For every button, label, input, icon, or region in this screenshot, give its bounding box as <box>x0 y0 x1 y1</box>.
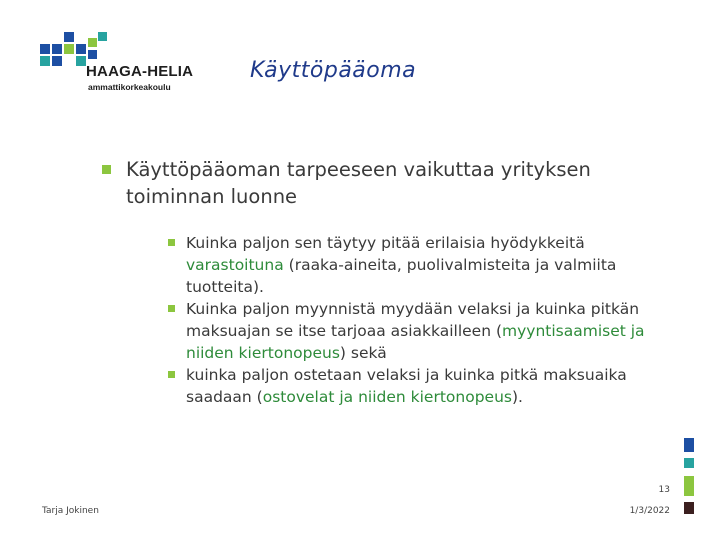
slide-content <box>100 156 660 408</box>
sub-bullet <box>166 364 656 408</box>
sub-bullet-text: ). <box>511 388 523 406</box>
sub-bullet <box>166 298 656 364</box>
bullet-marker-icon <box>102 165 111 174</box>
sub-bullet-text: ) sekä <box>339 344 387 362</box>
sub-bullet-text: Kuinka paljon sen täytyy pitää erilaisia hyödykkeitä <box>186 234 585 252</box>
sub-bullet-text: (raaka-aineita, puolivalmisteita ja valmiita tuotteita). <box>186 256 617 296</box>
logo-name: HAAGA-HELIA <box>86 63 194 80</box>
sub-bullet-list <box>166 232 656 408</box>
bullet-marker-icon <box>168 239 175 246</box>
main-bullet <box>100 156 660 210</box>
color-strip-icon <box>682 438 696 514</box>
highlighted-term: myyntisaamiset ja niiden kiertonopeus <box>186 322 645 362</box>
highlighted-term: varastoituna <box>186 256 284 274</box>
haaga-helia-logo <box>38 30 198 94</box>
footer-date: 1/3/2022 <box>629 506 670 516</box>
bullet-marker-icon <box>168 371 175 378</box>
main-bullet-text: Käyttöpääoman tarpeeseen vaikuttaa yrityksen toiminnan luonne <box>126 158 591 208</box>
logo-subtitle: ammattikorkeakoulu <box>88 82 171 92</box>
sub-bullet-text: Kuinka paljon myynnistä myydään velaksi ja kuinka pitkän maksuajan se itse tarjoaa asiakkailleen ( <box>186 300 640 340</box>
page-number: 13 <box>658 485 670 495</box>
sub-bullet <box>166 232 656 298</box>
slide-title: Käyttöpääoma <box>250 58 417 83</box>
bullet-marker-icon <box>168 305 175 312</box>
footer-author: Tarja Jokinen <box>42 506 99 516</box>
highlighted-term: ostovelat ja niiden kiertonopeus <box>262 388 512 406</box>
sub-bullet-text: kuinka paljon ostetaan velaksi ja kuinka pitkä maksuaika saadaan ( <box>186 366 627 406</box>
